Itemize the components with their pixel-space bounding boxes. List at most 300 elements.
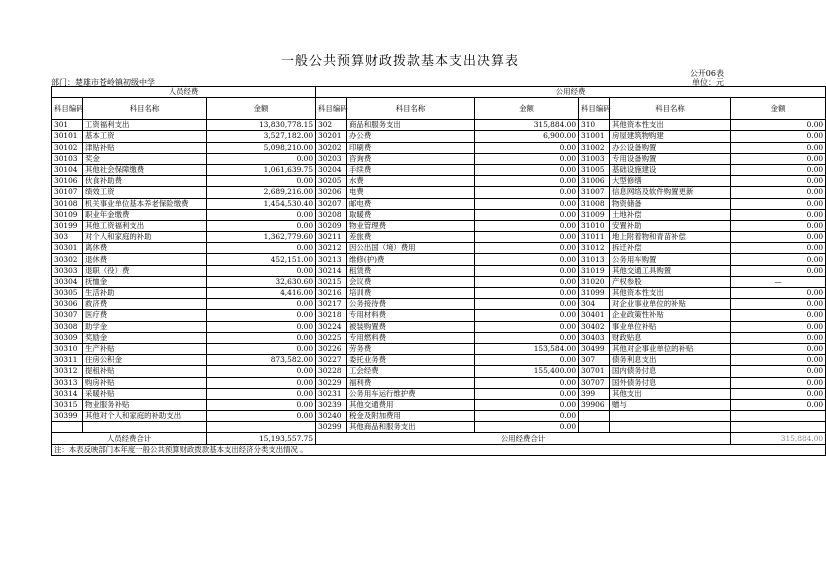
note-row (52, 444, 826, 455)
name-cell: 公务用车购置 (610, 254, 731, 265)
code-cell: 30707 (579, 377, 610, 388)
amount-cell: 873,582.00 (207, 355, 316, 366)
table-row (52, 265, 826, 276)
table-row (52, 120, 826, 131)
table-row (52, 131, 826, 142)
table-row (52, 299, 826, 310)
table-row (52, 366, 826, 377)
amount-cell: 0.00 (207, 310, 316, 321)
code-cell: 30403 (579, 332, 610, 343)
table-row (52, 411, 826, 422)
name-cell: 办公费 (347, 131, 475, 142)
public-total-amount: 315,884.00 (731, 433, 826, 444)
code-cell (579, 411, 610, 422)
code-cell: 30208 (316, 209, 347, 220)
code-cell: 31009 (579, 209, 610, 220)
name-cell: 产权参股 (610, 276, 731, 287)
amount-cell: 0.00 (731, 254, 826, 265)
amount-cell: 6,900.00 (475, 131, 579, 142)
name-cell: 取暖费 (347, 209, 475, 220)
code-cell: 30224 (316, 321, 347, 332)
name-cell: 其他对企事业单位的补贴 (610, 343, 731, 354)
name-cell: 手续费 (347, 164, 475, 175)
amount-cell: 0.00 (731, 265, 826, 276)
code-cell: 31007 (579, 187, 610, 198)
name-cell: 其他工资福利支出 (83, 220, 207, 231)
code-cell: 30311 (52, 355, 83, 366)
name-cell: 专用材料费 (347, 310, 475, 321)
table-row (52, 142, 826, 153)
code-cell: 31012 (579, 243, 610, 254)
code-cell: 30217 (316, 299, 347, 310)
code-cell: 30239 (316, 399, 347, 410)
header-name-2: 科目名称 (347, 98, 475, 120)
name-cell: 租赁费 (347, 265, 475, 276)
table-row (52, 288, 826, 299)
code-cell: 30211 (316, 232, 347, 243)
table-row (52, 310, 826, 321)
name-cell: 基本工资 (83, 131, 207, 142)
code-cell: 30203 (316, 153, 347, 164)
code-cell: 30299 (316, 422, 347, 433)
amount-cell: 0.00 (731, 332, 826, 343)
amount-cell: 0.00 (475, 220, 579, 231)
code-cell: 30308 (52, 321, 83, 332)
amount-cell: 0.00 (731, 310, 826, 321)
amount-cell: 0.00 (731, 399, 826, 410)
name-cell: 土地补偿 (610, 209, 731, 220)
name-cell (610, 422, 731, 433)
name-cell: 物资储备 (610, 198, 731, 209)
code-cell: 30301 (52, 243, 83, 254)
header-code-3: 科目编码 (579, 98, 610, 120)
amount-cell: 0.00 (731, 288, 826, 299)
name-cell: 救济费 (83, 299, 207, 310)
name-cell: 委托业务费 (347, 355, 475, 366)
code-cell: 30205 (316, 176, 347, 187)
name-cell: 退休费 (83, 254, 207, 265)
amount-cell: 0.00 (475, 254, 579, 265)
amount-cell: 0.00 (731, 299, 826, 310)
public-total-label: 公用经费合计 (316, 433, 731, 444)
code-cell: 30202 (316, 142, 347, 153)
amount-cell: 0.00 (731, 388, 826, 399)
amount-cell: 155,400.00 (475, 366, 579, 377)
name-cell: 福利费 (347, 377, 475, 388)
name-cell: 医疗费 (83, 310, 207, 321)
table-row (52, 187, 826, 198)
name-cell (83, 422, 207, 433)
code-cell: 30109 (52, 209, 83, 220)
code-cell: 30212 (316, 243, 347, 254)
name-cell: 住房公积金 (83, 355, 207, 366)
code-cell: 302 (316, 120, 347, 131)
name-cell: 离休费 (83, 243, 207, 254)
code-cell: 30209 (316, 220, 347, 231)
code-cell: 30104 (52, 164, 83, 175)
amount-cell: 0.00 (475, 399, 579, 410)
code-cell: 30199 (52, 220, 83, 231)
name-cell: 对企业事业单位的补贴 (610, 299, 731, 310)
name-cell: 其他商品和服务支出 (347, 422, 475, 433)
name-cell: 大型修缮 (610, 176, 731, 187)
name-cell: 物业管理费 (347, 220, 475, 231)
name-cell: 其他对个人和家庭的补助支出 (83, 411, 207, 422)
name-cell: 事业单位补贴 (610, 321, 731, 332)
code-cell: 30306 (52, 299, 83, 310)
name-cell: 维修(护)费 (347, 254, 475, 265)
header-code-1: 科目编码 (52, 98, 83, 120)
amount-cell: 0.00 (475, 265, 579, 276)
table-row (52, 355, 826, 366)
header-row (52, 98, 826, 120)
name-cell: 专用设备购置 (610, 153, 731, 164)
expenditure-table (51, 86, 826, 456)
code-cell: 31001 (579, 131, 610, 142)
name-cell: 信息网络及软件购置更新 (610, 187, 731, 198)
totals-row (52, 433, 826, 444)
name-cell: 因公出国（境）费用 (347, 243, 475, 254)
code-cell: 303 (52, 232, 83, 243)
code-cell: 30108 (52, 198, 83, 209)
code-cell: 30215 (316, 276, 347, 287)
table-row (52, 276, 826, 287)
name-cell: 提租补贴 (83, 366, 207, 377)
amount-cell: 0.00 (731, 377, 826, 388)
code-cell: 30207 (316, 198, 347, 209)
code-cell: 30240 (316, 411, 347, 422)
table-row (52, 399, 826, 410)
amount-cell: 1,362,779.60 (207, 232, 316, 243)
name-cell: 专用燃料费 (347, 332, 475, 343)
code-cell: 30106 (52, 176, 83, 187)
name-cell: 对个人和家庭的补助 (83, 232, 207, 243)
code-cell: 31020 (579, 276, 610, 287)
code-cell (579, 422, 610, 433)
name-cell: 公务用车运行维护费 (347, 388, 475, 399)
amount-cell: 0.00 (207, 399, 316, 410)
amount-cell: 0.00 (475, 276, 579, 287)
header-name-1: 科目名称 (83, 98, 207, 120)
amount-cell: 0.00 (207, 411, 316, 422)
amount-cell: 0.00 (475, 198, 579, 209)
code-cell: 30231 (316, 388, 347, 399)
name-cell: 税金及附加费用 (347, 411, 475, 422)
amount-cell: 0.00 (731, 343, 826, 354)
amount-cell: 0.00 (475, 411, 579, 422)
name-cell: 购房补贴 (83, 377, 207, 388)
amount-cell: 0.00 (731, 232, 826, 243)
code-cell: 31013 (579, 254, 610, 265)
amount-cell: 0.00 (731, 243, 826, 254)
code-cell: 31019 (579, 265, 610, 276)
name-cell: 差旅费 (347, 232, 475, 243)
code-cell: 30213 (316, 254, 347, 265)
code-cell: 30204 (316, 164, 347, 175)
amount-cell: 0.00 (207, 343, 316, 354)
amount-cell: 0.00 (207, 299, 316, 310)
amount-cell: 0.00 (731, 209, 826, 220)
amount-cell: 0.00 (475, 355, 579, 366)
header-name-3: 科目名称 (610, 98, 731, 120)
header-personnel: 人员经费 (52, 87, 316, 98)
name-cell: 国外债务付息 (610, 377, 731, 388)
amount-cell: 0.00 (475, 176, 579, 187)
amount-cell: 0.00 (731, 153, 826, 164)
name-cell: 培训费 (347, 288, 475, 299)
name-cell: 绩效工资 (83, 187, 207, 198)
amount-cell: 0.00 (731, 131, 826, 142)
name-cell: 拆迁补偿 (610, 243, 731, 254)
department-label: 部门：楚雄市苍岭镇初级中学 (51, 78, 155, 87)
name-cell: 津贴补贴 (83, 142, 207, 153)
amount-cell: 0.00 (475, 232, 579, 243)
code-cell: 30305 (52, 288, 83, 299)
table-row (52, 209, 826, 220)
name-cell: 赠与 (610, 399, 731, 410)
table-row (52, 220, 826, 231)
table-row (52, 422, 826, 433)
code-cell: 30216 (316, 288, 347, 299)
code-cell: 30302 (52, 254, 83, 265)
amount-cell: 1,061,639.75 (207, 164, 316, 175)
code-cell: 399 (579, 388, 610, 399)
code-cell: 30399 (52, 411, 83, 422)
amount-cell: 0.00 (207, 332, 316, 343)
unit-label: 单位：元 (692, 78, 724, 87)
name-cell: 其他社会保障缴费 (83, 164, 207, 175)
code-cell: 39906 (579, 399, 610, 410)
code-cell: 31006 (579, 176, 610, 187)
amount-cell: 0.00 (475, 142, 579, 153)
header-amount-3: 金额 (731, 98, 826, 120)
amount-cell (207, 422, 316, 433)
amount-cell: 0.00 (731, 220, 826, 231)
table-row (52, 153, 826, 164)
amount-cell: 0.00 (731, 120, 826, 131)
code-cell: 310 (579, 120, 610, 131)
page-title: 一般公共预算财政拨款基本支出决算表 (280, 54, 519, 69)
name-cell: 生活补助 (83, 288, 207, 299)
amount-cell: 0.00 (475, 332, 579, 343)
name-cell: 咨询费 (347, 153, 475, 164)
name-cell: 地上附着物和青苗补偿 (610, 232, 731, 243)
code-cell: 30309 (52, 332, 83, 343)
table-note: 注：本表反映部门本年度一般公共预算财政拨款基本支出经济分类支出情况 。 (52, 444, 826, 455)
code-cell: 30310 (52, 343, 83, 354)
amount-cell: 0.00 (207, 321, 316, 332)
amount-cell: 0.00 (731, 142, 826, 153)
code-cell: 30206 (316, 187, 347, 198)
name-cell: 其他资本性支出 (610, 120, 731, 131)
amount-cell: 0.00 (731, 366, 826, 377)
amount-cell: 0.00 (207, 209, 316, 220)
amount-cell: 0.00 (207, 377, 316, 388)
name-cell: 安置补助 (610, 220, 731, 231)
header-group-row (52, 87, 826, 98)
name-cell: 其他交通费用 (347, 399, 475, 410)
table-row (52, 388, 826, 399)
name-cell: 机关事业单位基本养老保险缴费 (83, 198, 207, 209)
code-cell: 307 (579, 355, 610, 366)
amount-cell: 0.00 (475, 388, 579, 399)
amount-cell: 13,830,778.15 (207, 120, 316, 131)
name-cell: 企业政策性补贴 (610, 310, 731, 321)
name-cell (610, 411, 731, 422)
name-cell: 奖金 (83, 153, 207, 164)
code-cell (52, 422, 83, 433)
header-amount-1: 金额 (207, 98, 316, 120)
amount-cell: 0.00 (475, 153, 579, 164)
name-cell: 基础设施建设 (610, 164, 731, 175)
code-cell: 30201 (316, 131, 347, 142)
code-cell: 30226 (316, 343, 347, 354)
name-cell: 财政贴息 (610, 332, 731, 343)
code-cell: 301 (52, 120, 83, 131)
name-cell: 办公设备购置 (610, 142, 731, 153)
amount-cell: 5,098,210.00 (207, 142, 316, 153)
code-cell: 30101 (52, 131, 83, 142)
amount-cell (731, 411, 826, 422)
code-cell: 30499 (579, 343, 610, 354)
amount-cell: 0.00 (475, 310, 579, 321)
amount-cell: 315,884.00 (475, 120, 579, 131)
code-cell: 30304 (52, 276, 83, 287)
header-code-2: 科目编码 (316, 98, 347, 120)
code-cell: 30312 (52, 366, 83, 377)
code-cell: 30107 (52, 187, 83, 198)
name-cell: 其他支出 (610, 388, 731, 399)
name-cell: 水费 (347, 176, 475, 187)
code-cell: 30228 (316, 366, 347, 377)
name-cell: 电费 (347, 187, 475, 198)
code-cell: 30229 (316, 377, 347, 388)
amount-cell: 0.00 (475, 422, 579, 433)
code-cell: 30225 (316, 332, 347, 343)
table-row (52, 377, 826, 388)
amount-cell: 0.00 (475, 164, 579, 175)
code-cell: 30103 (52, 153, 83, 164)
amount-cell: 0.00 (731, 321, 826, 332)
amount-cell: 32,630.60 (207, 276, 316, 287)
amount-cell: 3,527,182.00 (207, 131, 316, 142)
name-cell: 退职（役）费 (83, 265, 207, 276)
name-cell: 邮电费 (347, 198, 475, 209)
amount-cell: 0.00 (207, 388, 316, 399)
name-cell: 商品和服务支出 (347, 120, 475, 131)
code-cell: 30303 (52, 265, 83, 276)
name-cell: 工会经费 (347, 366, 475, 377)
amount-cell: 2,689,216.00 (207, 187, 316, 198)
code-cell: 30227 (316, 355, 347, 366)
table-row (52, 198, 826, 209)
table-row (52, 176, 826, 187)
amount-cell: 0.00 (207, 220, 316, 231)
amount-cell: — (731, 276, 826, 287)
name-cell: 伙食补助费 (83, 176, 207, 187)
table-row (52, 321, 826, 332)
code-cell: 30402 (579, 321, 610, 332)
code-cell: 30313 (52, 377, 83, 388)
amount-cell: 4,416.00 (207, 288, 316, 299)
amount-cell: 0.00 (475, 288, 579, 299)
amount-cell: 0.00 (207, 366, 316, 377)
name-cell: 被装购置费 (347, 321, 475, 332)
amount-cell: 0.00 (475, 209, 579, 220)
personnel-total-label: 人员经费合计 (52, 433, 207, 444)
amount-cell: 0.00 (207, 176, 316, 187)
amount-cell: 0.00 (207, 153, 316, 164)
amount-cell: 0.00 (731, 355, 826, 366)
name-cell: 国内债务付息 (610, 366, 731, 377)
name-cell: 职业年金缴费 (83, 209, 207, 220)
name-cell: 公务接待费 (347, 299, 475, 310)
code-cell: 30102 (52, 142, 83, 153)
name-cell: 抚恤金 (83, 276, 207, 287)
table-row (52, 164, 826, 175)
amount-cell: 1,454,530.40 (207, 198, 316, 209)
name-cell: 其他资本性支出 (610, 288, 731, 299)
name-cell: 采暖补贴 (83, 388, 207, 399)
header-amount-2: 金额 (475, 98, 579, 120)
amount-cell: 0.00 (731, 176, 826, 187)
code-cell: 31010 (579, 220, 610, 231)
code-cell: 30218 (316, 310, 347, 321)
code-cell: 30214 (316, 265, 347, 276)
table-row (52, 232, 826, 243)
code-cell: 304 (579, 299, 610, 310)
personnel-total-amount: 15,193,557.75 (207, 433, 316, 444)
code-cell: 31011 (579, 232, 610, 243)
amount-cell: 452,151.00 (207, 254, 316, 265)
table-row (52, 332, 826, 343)
code-cell: 30701 (579, 366, 610, 377)
amount-cell: 0.00 (731, 164, 826, 175)
name-cell: 房屋建筑物购建 (610, 131, 731, 142)
code-cell: 31005 (579, 164, 610, 175)
amount-cell: 0.00 (475, 321, 579, 332)
table-row (52, 243, 826, 254)
name-cell: 其他交通工具购置 (610, 265, 731, 276)
name-cell: 印刷费 (347, 142, 475, 153)
name-cell: 工资福利支出 (83, 120, 207, 131)
name-cell: 物业服务补贴 (83, 399, 207, 410)
name-cell: 奖励金 (83, 332, 207, 343)
code-cell: 30307 (52, 310, 83, 321)
amount-cell: 0.00 (731, 187, 826, 198)
code-cell: 31002 (579, 142, 610, 153)
amount-cell: 0.00 (475, 187, 579, 198)
name-cell: 助学金 (83, 321, 207, 332)
table-row (52, 343, 826, 354)
form-number: 公开06表 (689, 69, 724, 78)
code-cell: 30315 (52, 399, 83, 410)
header-public: 公用经费 (316, 87, 826, 98)
amount-cell (731, 422, 826, 433)
name-cell: 会议费 (347, 276, 475, 287)
amount-cell: 153,584.00 (475, 343, 579, 354)
name-cell: 债务利息支出 (610, 355, 731, 366)
name-cell: 生产补贴 (83, 343, 207, 354)
amount-cell: 0.00 (207, 243, 316, 254)
amount-cell: 0.00 (475, 299, 579, 310)
code-cell: 31003 (579, 153, 610, 164)
code-cell: 30401 (579, 310, 610, 321)
code-cell: 31008 (579, 198, 610, 209)
amount-cell: 0.00 (475, 377, 579, 388)
name-cell: 劳务费 (347, 343, 475, 354)
table-row (52, 254, 826, 265)
